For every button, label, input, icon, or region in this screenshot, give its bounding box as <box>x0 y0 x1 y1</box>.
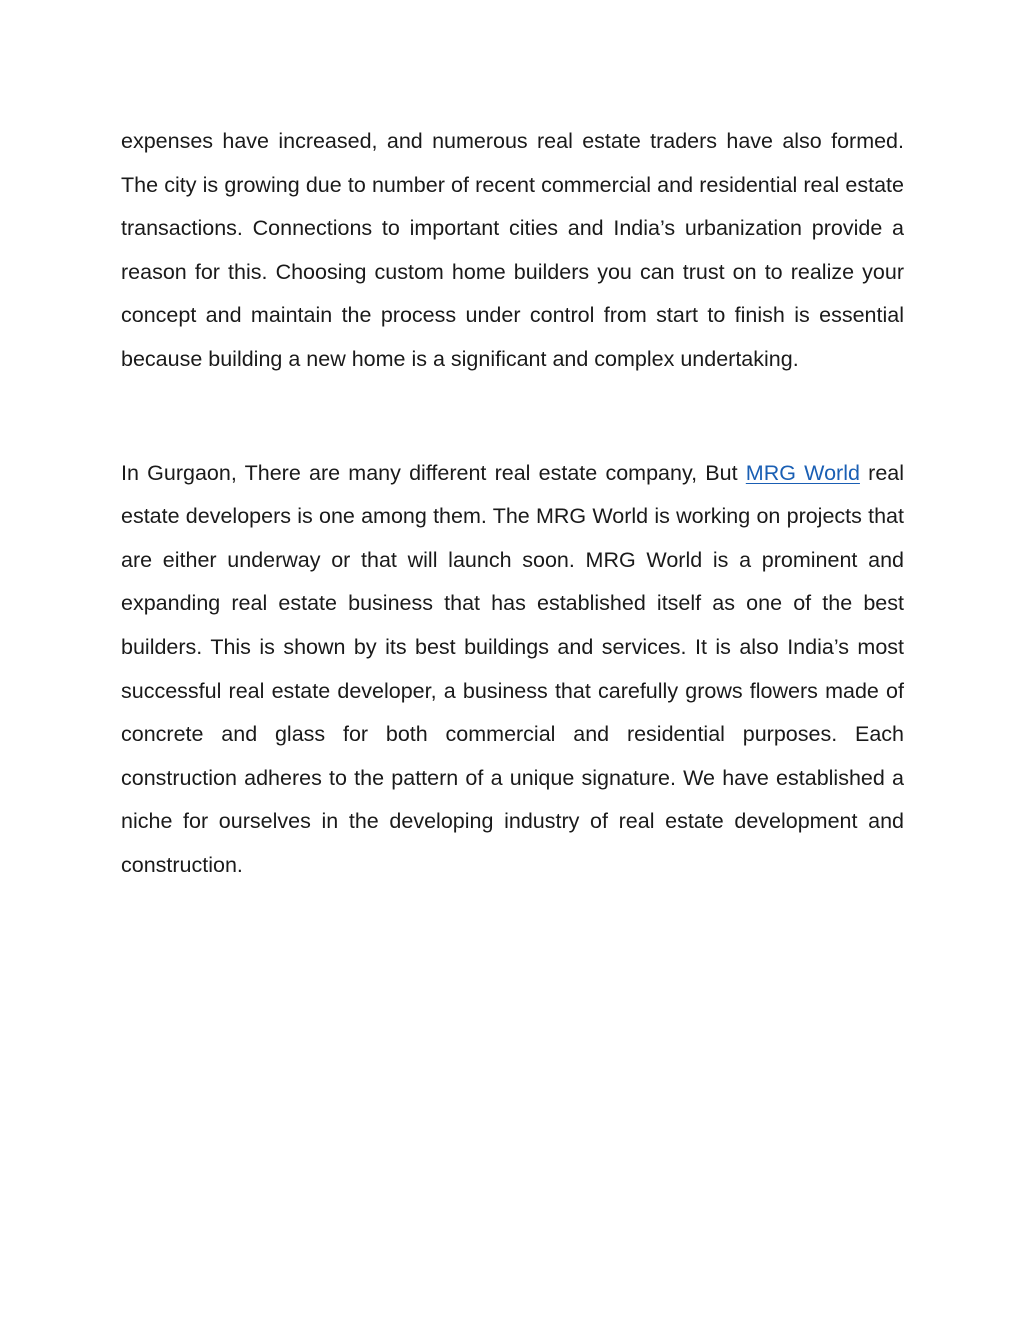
paragraph-expenses: expenses have increased, and numerous real estate traders have also formed. The city is growing due to number of recent commercial and residential real estate transactions. Connections to important cities and India’s urbanization provide a reason for this. Choosing custom home builders you can trust on to realize your concept and maintain the process under control from start to finish is essential because building a new home is a significant and complex undertaking. <box>121 129 904 371</box>
paragraph-mrg-world <box>121 452 904 888</box>
paragraph-text-after-link: real estate developers is one among them. The MRG World is working on projects that are either underway or that will launch soon. MRG World is a prominent and expanding real estate business that has established itself as one of the best builders. This is shown by its best buildings and services. It is also India’s most successful real estate developer, a business that carefully grows flowers made of concrete and glass for both commercial and residential purposes. Each construction adheres to the pattern of a unique signature. We have established a niche for ourselves in the developing industry of real estate development and construction. <box>121 460 905 877</box>
paragraph-text-before-link: In Gurgaon, There are many different real estate company, But <box>121 460 746 485</box>
document-body <box>121 120 904 888</box>
mrg-world-link[interactable]: MRG World <box>745 460 860 485</box>
